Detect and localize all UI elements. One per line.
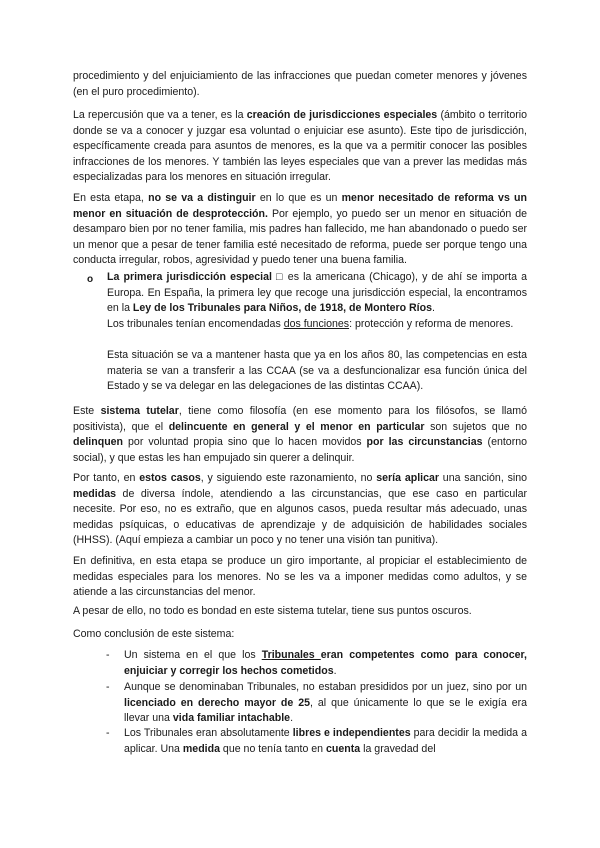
bold-text: sería aplicar — [376, 472, 439, 484]
bullet-item-situacion — [107, 348, 527, 395]
text: Este — [73, 405, 101, 417]
bold-underlined-text: Tribunales — [261, 649, 321, 661]
text: A pesar de ello, no todo es bondad en este sistema tutelar, tiene sus puntos oscuros. — [73, 605, 472, 617]
bullet-marker: o — [87, 274, 94, 285]
dash-marker: - — [106, 727, 110, 739]
paragraph-procedimiento — [73, 69, 527, 100]
text: (entorno social), y que estas les han empujado sin querer a delinquir. — [73, 436, 528, 464]
bold-text: delinquen — [73, 436, 124, 449]
bold-text: por las circunstancias — [366, 436, 483, 449]
paragraph-sistema-tutelar — [73, 404, 527, 466]
text: Los Tribunales eran absolutamente — [124, 727, 293, 739]
text: Un sistema en el que los — [124, 649, 262, 661]
bullet-item-jurisdiccion — [107, 270, 527, 317]
text: Por ejemplo, yo puedo ser un menor en situación de desamparo bien por no tener familia, mis padres han fallecido, me han abandonado o puedo ser un menor que a pesar de tener familia esté necesitado de reforma, puede ser porque tengo una conducta irregular, robos, agresividad y puedo tener una buena familia. — [73, 207, 528, 267]
list-item-tribunales — [124, 648, 527, 679]
text: : protección y reforma de menores. — [349, 318, 514, 330]
arrow-glyph: □ — [271, 271, 288, 283]
text: En esta etapa, — [73, 192, 149, 204]
bold-text: delincuente en general y el menor en particular — [168, 420, 425, 433]
text: procedimiento y del enjuiciamiento de las infracciones que puedan cometer menores y jóvenes (en el puro procedimiento). — [73, 70, 527, 98]
bold-text: Ley de los Tribunales para Niños, de 1918, de Montero Ríos — [132, 302, 432, 315]
bold-text: licenciado en derecho mayor de 25 — [124, 696, 311, 709]
bold-text: La primera jurisdicción especial — [107, 271, 272, 283]
paragraph-conclusion — [73, 627, 527, 643]
bold-text: medidas — [73, 487, 116, 500]
text: Aunque se denominaban Tribunales, no estaban presididos por un juez, sino por un — [124, 681, 527, 693]
dash-marker: - — [106, 681, 110, 693]
text: para decidir la medida a aplicar. Una — [124, 727, 527, 755]
bold-text: menor necesitado de reforma vs un menor en situación de desprotección. — [73, 192, 527, 220]
paragraph-a-pesar — [73, 604, 527, 620]
bold-text: eran competentes como para conocer, enjuiciar y corregir los hechos cometidos — [124, 649, 527, 677]
text: , tiene como filosofía (en ese momento para los filósofos, se llamó positivista), que el — [73, 405, 528, 433]
text: . — [431, 302, 435, 315]
text: , al que únicamente lo que se le exigía era llevar una — [124, 696, 528, 725]
text: (ámbito o territorio donde se va a conocer y juzgar esa voluntad o enjuiciar ese asunto). Este tipo de jurisdicción, específicamente creada para asuntos de menores, es la que va a permitir conocer las posibles infracciones de los menores. Y también las leyes especiales que van a prever las medidas más especializadas para los menores en situación irregular. — [73, 109, 527, 184]
text: La repercusión que va a tener, es la — [73, 109, 247, 121]
paragraph-etapa — [73, 191, 527, 269]
bold-text: creación de jurisdicciones especiales — [246, 109, 438, 121]
text: la gravedad del — [360, 742, 436, 755]
text: por voluntad propia sino que lo hacen movidos — [123, 436, 367, 449]
text: de diversa índole, atendiendo a las circunstancias, que ese caso en particular necesite. Por eso, no es extraño, que en algunos casos, pueda resultar más adecuado, unas medidas psíquicas, o educativas de aprendizaje y de adquisición de habilidades sociales (HHSS). (Aquí empieza a cambiar un poco y no tener una visión tan punitiva). — [73, 487, 527, 547]
text: En definitiva, en esta etapa se produce un giro importante, al propiciar el establecimiento de medidas especiales para los menores. No se les va a imponer medidas como adultos, y se atiende a las circunstancias del menor. — [73, 555, 527, 599]
paragraph-repercusion — [73, 108, 527, 186]
bold-text: libres e independientes — [292, 727, 411, 739]
text: . — [333, 664, 337, 677]
text: Por tanto, en — [73, 472, 140, 484]
text: en lo que es un — [255, 192, 342, 204]
text: Esta situación se va a mantener hasta que ya en los años 80, las competencias en esta materia se van a transferir a las CCAA (se va a desfuncionalizar esa función única del Estado y se va delegar en las delegaciones de las distintas CCAA). — [107, 349, 527, 393]
bold-text: cuenta — [326, 742, 361, 755]
text: Como conclusión de este sistema: — [73, 628, 235, 640]
paragraph-definitiva — [73, 554, 527, 601]
list-item-denominaban — [124, 680, 527, 727]
text: que no tenía tanto en — [219, 742, 327, 755]
text: es la americana (Chicago), y de ahí se importa a Europa. En España, la primera ley que recoge una jurisdicción especial, la encontramos en la — [107, 271, 528, 315]
text: una sanción, sino — [438, 472, 528, 484]
text: , y siguiendo este razonamiento, no — [200, 472, 377, 484]
text: . — [290, 712, 294, 725]
underlined-text: dos funciones — [283, 318, 350, 330]
bold-text: vida familiar intachable — [172, 712, 291, 725]
bold-text: medida — [182, 742, 220, 755]
bold-text: no se va a distinguir — [148, 192, 256, 204]
list-item-libres — [124, 726, 527, 757]
bullet-item-funciones — [107, 317, 527, 333]
dash-marker: - — [106, 649, 110, 661]
text: Los tribunales tenían encomendadas — [107, 318, 284, 330]
paragraph-por-tanto — [73, 471, 527, 549]
bold-text: sistema tutelar — [100, 405, 179, 417]
text: son sujetos que no — [424, 420, 527, 433]
bold-text: estos casos — [139, 472, 201, 484]
